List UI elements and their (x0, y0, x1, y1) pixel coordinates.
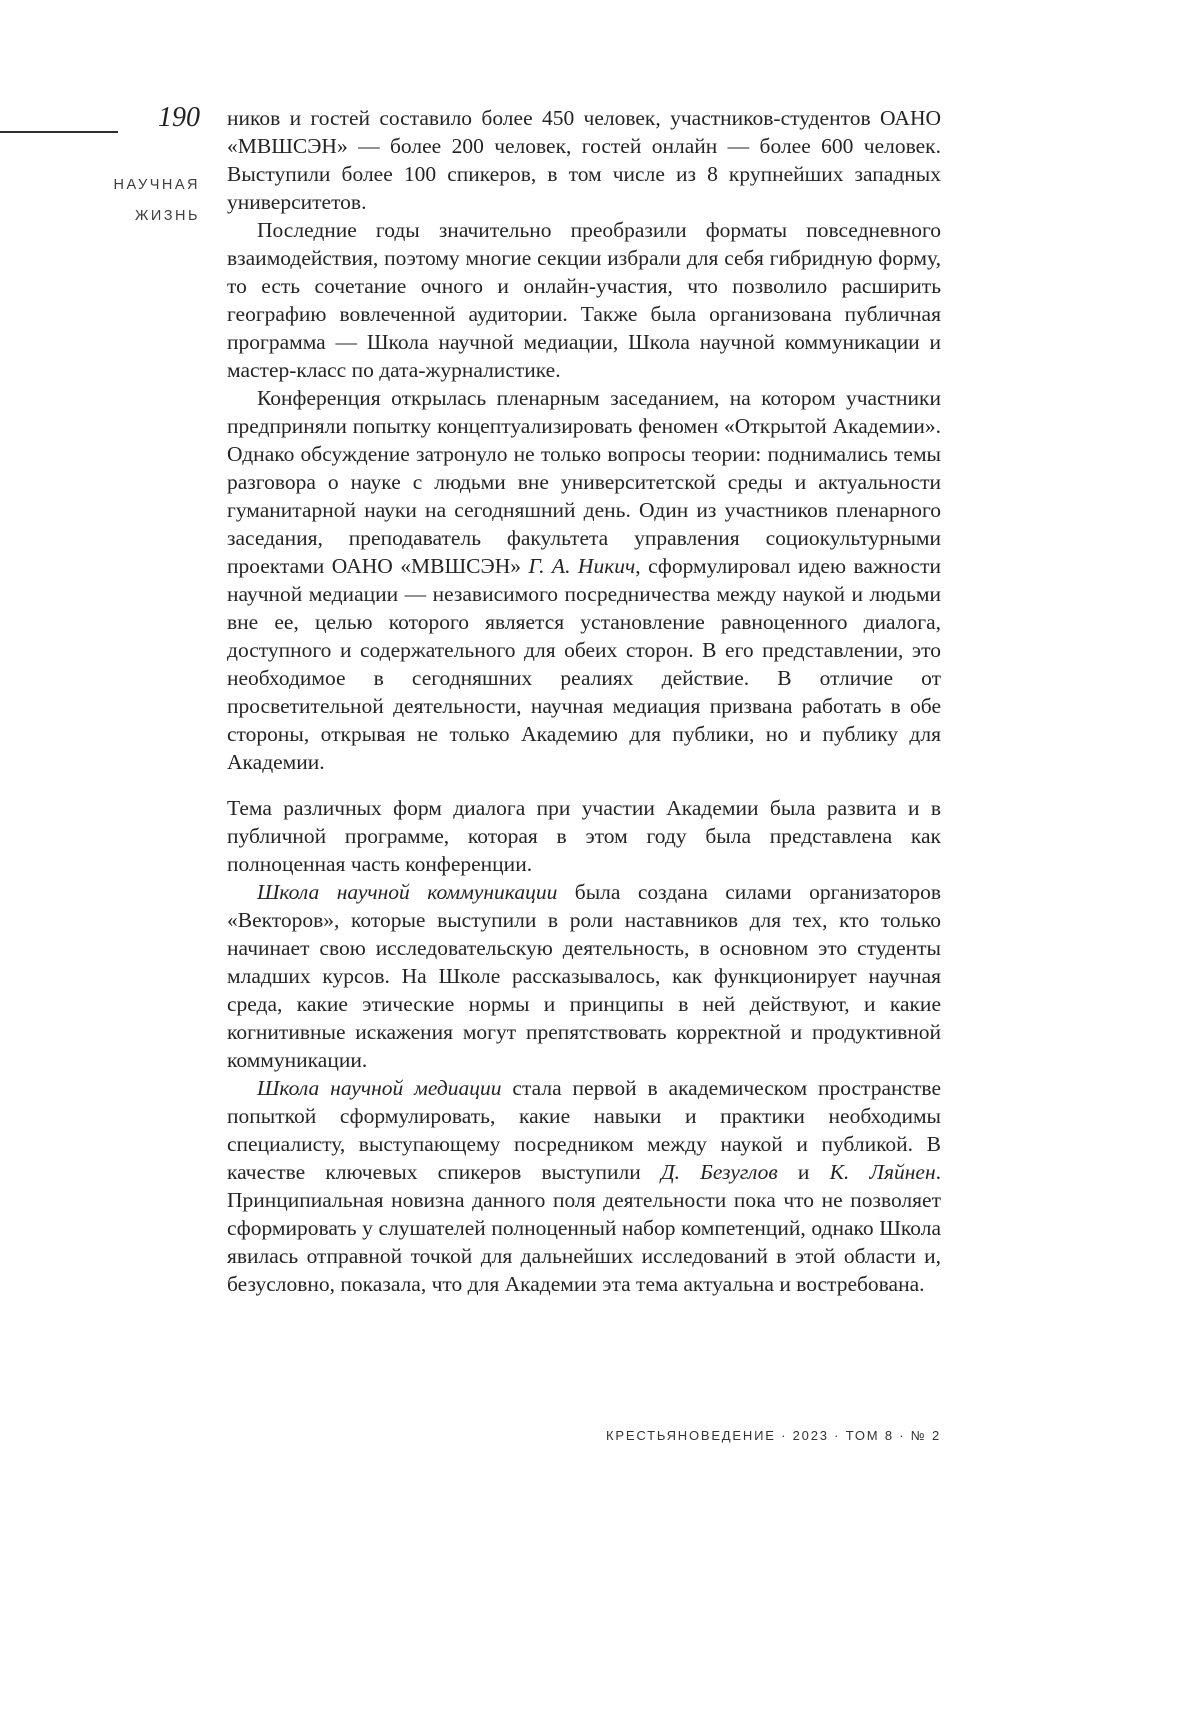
text-run: , сформулировал идею важности научной медиации — независимого посредничества между наукой и людьми вне ее, целью которого является установление равноценного диалога, доступного и содержательного для обеих сторон. В его представлении, это необходимое в сегодняшних реалиях действие. В отличие от просветительной деятельности, научная медиация призвана работать в обе стороны, открывая не только Академию для публики, но и публику для Академии. (227, 554, 942, 774)
paragraph (227, 1074, 941, 1298)
text-run: Последние годы значительно преобразили форматы повседневного взаимодействия, поэтому многие секции избрали для себя гибридную форму, то есть сочетание очного и онлайн-участия, что позволило расширить географию вовлеченной аудитории. Также была организована публичная программа — Школа научной медиации, Школа научной коммуникации и мастер-класс по дата-журналистике. (227, 218, 941, 382)
text-run: ников и гостей составило более 450 человек, участников-студентов ОАНО «МВШСЭН» — более 200 человек, гостей онлайн — более 600 человек. Выступили более 100 спикеров, в том числе из 8 крупнейших западных университетов. (227, 106, 941, 214)
paragraph (227, 384, 941, 776)
page-number: 190 (158, 102, 200, 133)
paragraph (227, 878, 941, 1074)
text-run: . Принципиальная новизна данного поля деятельности пока что не позволяет сформировать у слушателей полноценный набор компетенций, однако Школа явилась отправной точкой для дальнейших исследований в этой области и, безусловно, показала, что для Академии эта тема актуальна и востребована. (227, 1160, 941, 1296)
section-label-line1: НАУЧНАЯ (113, 177, 200, 193)
body-text (227, 104, 941, 1298)
italic-run: Д. Безуглов (660, 1160, 778, 1184)
paragraph (227, 104, 941, 216)
margin-rule (0, 131, 118, 133)
section-label-line2: ЖИЗНЬ (134, 208, 200, 224)
italic-run: Школа научной медиации (257, 1076, 502, 1100)
section-label (0, 170, 200, 232)
text-run: была создана силами организаторов «Векторов», которые выступили в роли наставников для тех, кто только начинает свою исследовательскую деятельность, в основном это студенты младших курсов. На Школе рассказывалось, как функционирует научная среда, какие этические нормы и принципы в ней действуют, и какие когнитивные искажения могут препятствовать корректной и продуктивной коммуникации. (227, 880, 941, 1072)
italic-run: Г. А. Никич (528, 554, 636, 578)
italic-run: Школа научной коммуникации (257, 880, 558, 904)
italic-run: К. Ляйнен (829, 1160, 936, 1184)
text-run: Тема различных форм диалога при участии Академии была развита и в публичной программе, которая в этом году была представлена как полноценная часть конференции. (227, 796, 941, 876)
text-run: стала первой в академическом пространстве попыткой сформулировать, какие навыки и практики необходимы специалисту, выступающему посредником между наукой и публикой. В качестве ключевых спикеров выступили (227, 1076, 941, 1184)
running-footer: КРЕСТЬЯНОВЕДЕНИЕ · 2023 · ТОМ 8 · № 2 (606, 1428, 941, 1443)
text-run: Конференция открылась пленарным заседанием, на котором участники предприняли попытку концептуализировать феномен «Открытой Академии». Однако обсуждение затронуло не только вопросы теории: поднимались темы разговора о науке с людьми вне университетской среды и актуальности гуманитарной науки на сегодняшний день. Один из участников пленарного заседания, преподаватель факультета управления социокультурными проектами ОАНО «МВШСЭН» (227, 386, 941, 578)
text-run: и (777, 1160, 830, 1184)
paragraph (227, 794, 941, 878)
paragraph (227, 216, 941, 384)
